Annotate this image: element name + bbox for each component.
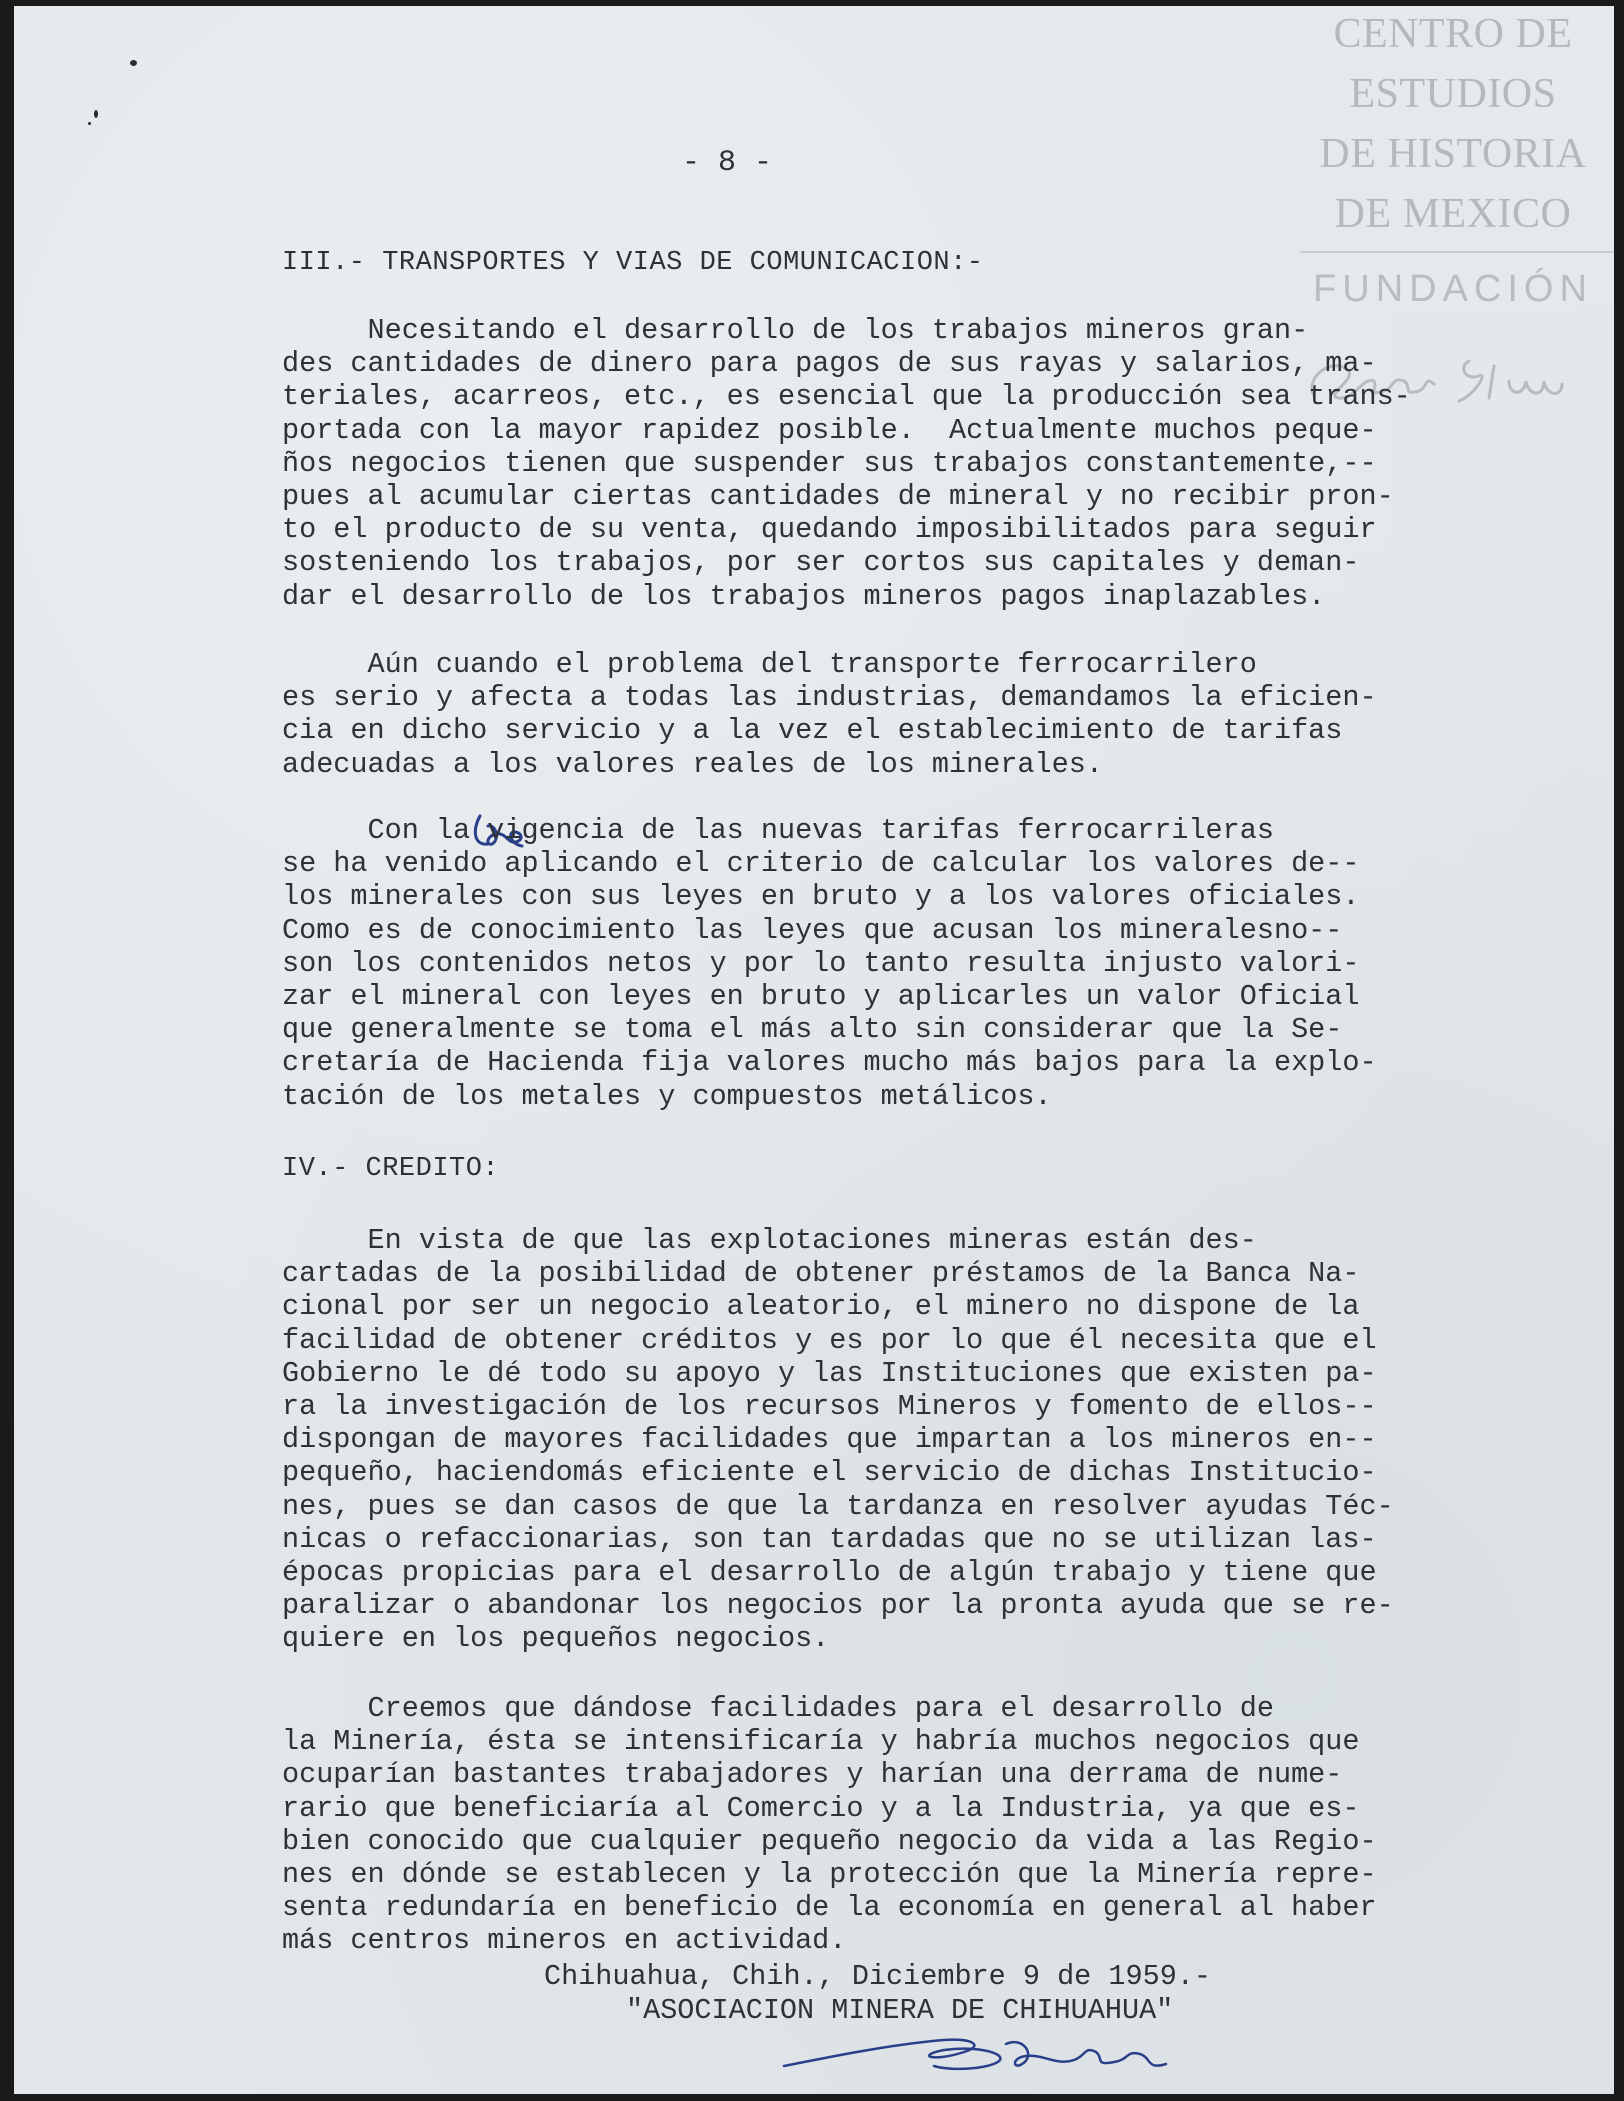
document-page [14,6,1614,2094]
text-line: cia en dicho servicio y a la vez el establecimiento de tarifas [282,714,1343,748]
text-line: dar el desarrollo de los trabajos mineros pagos inaplazables. [282,579,1326,613]
ink-speck [130,60,137,66]
ink-speck [88,122,91,125]
signature-icon [774,2016,1254,2094]
text-line: senta redundaría en beneficio de la economía en general al haber [282,1891,1377,1925]
text-line: cretaría de Hacienda fija valores mucho más bajos para la explo- [282,1046,1377,1080]
section-heading-transportes: III.- TRANSPORTES Y VIAS DE COMUNICACION:- [282,248,984,278]
text-line: es serio y afecta a todas las industrias, demandamos la eficien- [282,681,1377,715]
text-line: dispongan de mayores facilidades que impartan a los mineros en-- [282,1423,1377,1457]
text-line: la Minería, ésta se intensificaría y habría muchos negocios que [282,1725,1360,1759]
text-line: teriales, acarreos, etc., es esencial que la producción sea trans- [282,380,1411,414]
text-line: pequeño, haciendomás eficiente el servicio de dichas Institucio- [282,1456,1377,1490]
text-line: portada con la mayor rapidez posible. Actualmente muchos peque- [282,413,1377,447]
paragraph-credito-2 [282,1692,1542,1958]
text-line: cartadas de la posibilidad de obtener préstamos de la Banca Na- [282,1257,1360,1291]
text-line: adecuadas a los valores reales de los minerales. [282,747,1103,781]
text-line: pues al acumular ciertas cantidades de mineral y no recibir pron- [282,479,1394,513]
text-line: Con la vigencia de las nuevas tarifas ferrocarrileras [282,814,1274,847]
text-line: son los contenidos netos y por lo tanto resulta injusto valori- [282,946,1360,980]
stamp-foundation: FUNDACIÓN [1313,268,1593,310]
paragraph-transportes-1 [282,314,1542,613]
paragraph-transportes-2 [282,648,1542,781]
text-line: rario que beneficiaría al Comercio y a la Industria, ya que es- [282,1791,1360,1825]
closing-organization: "ASOCIACION MINERA DE CHIHUAHUA" [626,1994,1174,2027]
text-line: Necesitando el desarrollo de los trabajos mineros gran- [282,314,1309,347]
text-line: se ha venido aplicando el criterio de calcular los valores de-- [282,847,1360,881]
paragraph-transportes-3 [282,814,1542,1113]
text-line: des cantidades de dinero para pagos de sus rayas y salarios, ma- [282,347,1377,381]
text-line: ra la investigación de los recursos Mineros y fomento de ellos-- [282,1389,1377,1423]
text-line: ños negocios tienen que suspender sus trabajos constantemente,-- [282,446,1377,480]
text-line: Gobierno le dé todo su apoyo y las Instituciones que existen pa- [282,1356,1377,1390]
text-line: más centros mineros en actividad. [282,1924,847,1958]
text-line: tación de los metales y compuestos metálicos. [282,1079,1052,1113]
text-line: cional por ser un negocio aleatorio, el minero no dispone de la [282,1290,1360,1324]
closing-place-date: Chihuahua, Chih., Diciembre 9 de 1959.- [544,1960,1212,1993]
text-line: nes, pues se dan casos de que la tardanza en resolver ayudas Téc- [282,1489,1394,1523]
text-line: Aún cuando el problema del transporte ferrocarrilero [282,648,1257,681]
text-line: épocas propicias para el desarrollo de algún trabajo y tiene que [282,1555,1377,1589]
text-line: ocuparían bastantes trabajadores y harían una derrama de nume- [282,1758,1343,1792]
text-line: Como es de conocimiento las leyes que acusan los mineralesno-- [282,913,1343,947]
section-heading-credito: IV.- CREDITO: [282,1154,500,1184]
stamp-line: DE MEXICO [1334,191,1572,237]
text-line: to el producto de su venta, quedando imposibilitados para seguir [282,513,1377,547]
ink-speck [94,110,98,118]
text-line: que generalmente se toma el más alto sin considerar que la Se- [282,1013,1343,1047]
stamp-divider [1300,251,1614,253]
stamp-line: CENTRO DE [1333,11,1573,57]
text-line: Creemos que dándose facilidades para el desarrollo de [282,1692,1274,1725]
text-line: nes en dónde se establecen y la protección que la Minería repre- [282,1857,1377,1891]
page-number: - 8 - [682,146,773,180]
text-line: los minerales con sus leyes en bruto y a los valores oficiales. [282,880,1360,914]
text-line: bien conocido que cualquier pequeño negocio da vida a las Regio- [282,1824,1377,1858]
archive-stamp [1292,6,1614,310]
stamp-line: DE HISTORIA [1319,131,1587,177]
text-line: quiere en los pequeños negocios. [282,1622,830,1656]
stamp-line: ESTUDIOS [1349,71,1557,117]
text-line: zar el mineral con leyes en bruto y aplicarles un valor Oficial [282,979,1360,1013]
text-line: sosteniendo los trabajos, por ser cortos sus capitales y deman- [282,546,1360,580]
text-line: nicas o refaccionarias, son tan tardadas que no se utilizan las- [282,1522,1377,1556]
paragraph-credito-1 [282,1224,1542,1655]
text-line: facilidad de obtener créditos y es por lo que él necesita que el [282,1323,1377,1357]
text-line: paralizar o abandonar los negocios por la pronta ayuda que se re- [282,1589,1394,1623]
text-line: En vista de que las explotaciones mineras están des- [282,1224,1257,1257]
